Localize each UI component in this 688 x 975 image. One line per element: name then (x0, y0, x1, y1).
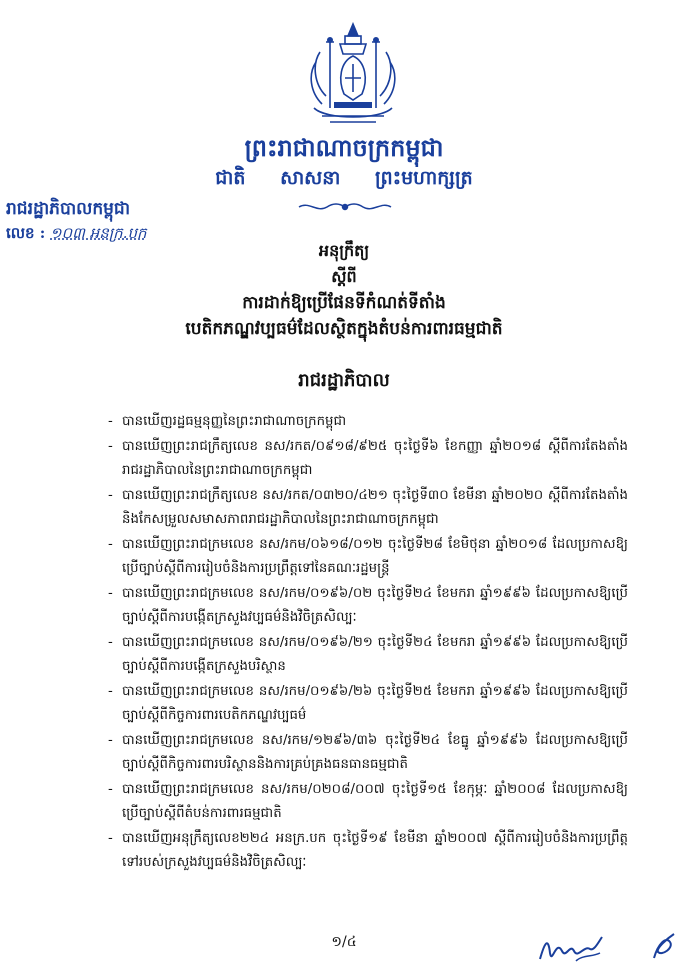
issuing-body: រាជរដ្ឋាភិបាល (298, 370, 390, 391)
clause-item: - បានឃើញរដ្ឋធម្មនុញ្ញនៃព្រះរាជាណាចក្រកម្ពុជា (108, 410, 628, 435)
signature-icon (536, 925, 606, 969)
document-type: អនុក្រឹត្យ (318, 241, 370, 260)
clause-item: - បានឃើញព្រះរាជក្រមលេខ នស/រកម/០២០៨/០០៧ ចុះថ្ងៃទី១៥ ខែកុម្ភៈ ឆ្នាំ២០០៨ ដែលប្រកាសឱ្យប្រើច្បាប់ស្តីពីតំបន់ការពារធម្មជាតិ (108, 778, 628, 827)
clause-item: - បានឃើញព្រះរាជក្រឹត្យលេខ នស/រកត/០៩១៨/៩២៥ ចុះថ្ងៃទី៦ ខែកញ្ញា ឆ្នាំ២០១៨ ស្តីពីការតែងតាំងរាជរដ្ឋាភិបាលនៃព្រះរាជាណាចក្រកម្ពុជា (108, 435, 628, 484)
motto-king: ព្រះមហាក្សត្រ (375, 167, 473, 189)
document-number-label: លេខ : (6, 224, 46, 242)
clause-item: - បានឃើញព្រះរាជក្រមលេខ នស/រកម/០១៩៦/០២ ចុះថ្ងៃទី២៤ ខែមករា ឆ្នាំ១៩៩៦ ដែលប្រកាសឱ្យប្រើច្បាប់ស្តីពីការបង្កើតក្រសួងវប្បធម៌និងវិចិត្រសិល្បៈ (108, 582, 628, 631)
ornament-divider-icon (295, 200, 395, 214)
page-number: ១/៤ (331, 934, 357, 950)
title-line-2: បេតិកភណ្ឌវប្បធម៌ដែលស្ថិតក្នុងតំបន់ការពារធម្មជាតិ (185, 319, 503, 339)
clause-item: - បានឃើញអនុក្រឹត្យលេខ២២៤ អនក្រ.បក ចុះថ្ងៃទី១៩ ខែមីនា ឆ្នាំ២០០៧ ស្តីពីការរៀបចំនិងការប្រព្រឹត្តទៅរបស់ក្រសួងវប្បធម៌និងវិចិត្រសិល្បៈ (108, 827, 628, 876)
national-motto (0, 166, 688, 194)
initials-icon (648, 928, 678, 968)
title-on: ស្តីពី (331, 267, 357, 286)
clause-item: - បានឃើញព្រះរាជក្រមលេខ នស/រកម/១២៩៦/៣៦ ចុះថ្ងៃទី២៤ ខែធ្នូ ឆ្នាំ១៩៩៦ ដែលប្រកាសឱ្យប្រើច្បាប់ស្តីពីកិច្ចការពារបរិស្ថាននិងការគ្រប់គ្រងធនធានធម្មជាតិ (108, 729, 628, 778)
issuing-government: រាជរដ្ឋាភិបាលកម្ពុជា (6, 199, 131, 219)
title-line-1: ការដាក់ឱ្យប្រើផែនទីកំណត់ទីតាំង (242, 293, 446, 313)
document-number-value: ១០៣ អនក្រ.បក (50, 224, 147, 242)
preamble-clauses (108, 410, 628, 876)
clause-item: - បានឃើញព្រះរាជក្រមលេខ នស/រកម/០១៩៦/២១ ចុះថ្ងៃទី២៤ ខែមករា ឆ្នាំ១៩៩៦ ដែលប្រកាសឱ្យប្រើច្បាប់ស្តីពីការបង្កើតក្រសួងបរិស្ថាន (108, 631, 628, 680)
motto-nation: ជាតិ (215, 167, 246, 189)
clause-item: - បានឃើញព្រះរាជក្រឹត្យលេខ នស/រកត/០៣២០/៤២១ ចុះថ្ងៃទី៣០ ខែមីនា ឆ្នាំ២០២០ ស្តីពីការតែងតាំងនិងកែសម្រួលសមាសភាពរាជរដ្ឋាភិបាលនៃព្រះរាជាណាចក្រកម្ពុជា (108, 484, 628, 533)
clause-item: - បានឃើញព្រះរាជក្រមលេខ នស/រកម/០១៩៦/២៦ ចុះថ្ងៃទី២៥ ខែមករា ឆ្នាំ១៩៩៦ ដែលប្រកាសឱ្យប្រើច្បាប់ស្តីពីកិច្ចការពារបេតិកភណ្ឌវប្បធម៌ (108, 680, 628, 729)
clause-item: - បានឃើញព្រះរាជក្រមលេខ នស/រកម/០៦១៨/០១២ ចុះថ្ងៃទី២៨ ខែមិថុនា ឆ្នាំ២០១៨ ដែលប្រកាសឱ្យប្រើច្បាប់ស្តីពីការរៀបចំនិងការប្រព្រឹត្តទៅនៃគណៈរដ្ឋមន្ត្រី (108, 533, 628, 582)
royal-coat-of-arms-icon (300, 22, 406, 127)
motto-religion: សាសនា (280, 167, 341, 189)
kingdom-title: ព្រះរាជាណាចក្រកម្ពុជា (244, 133, 444, 162)
